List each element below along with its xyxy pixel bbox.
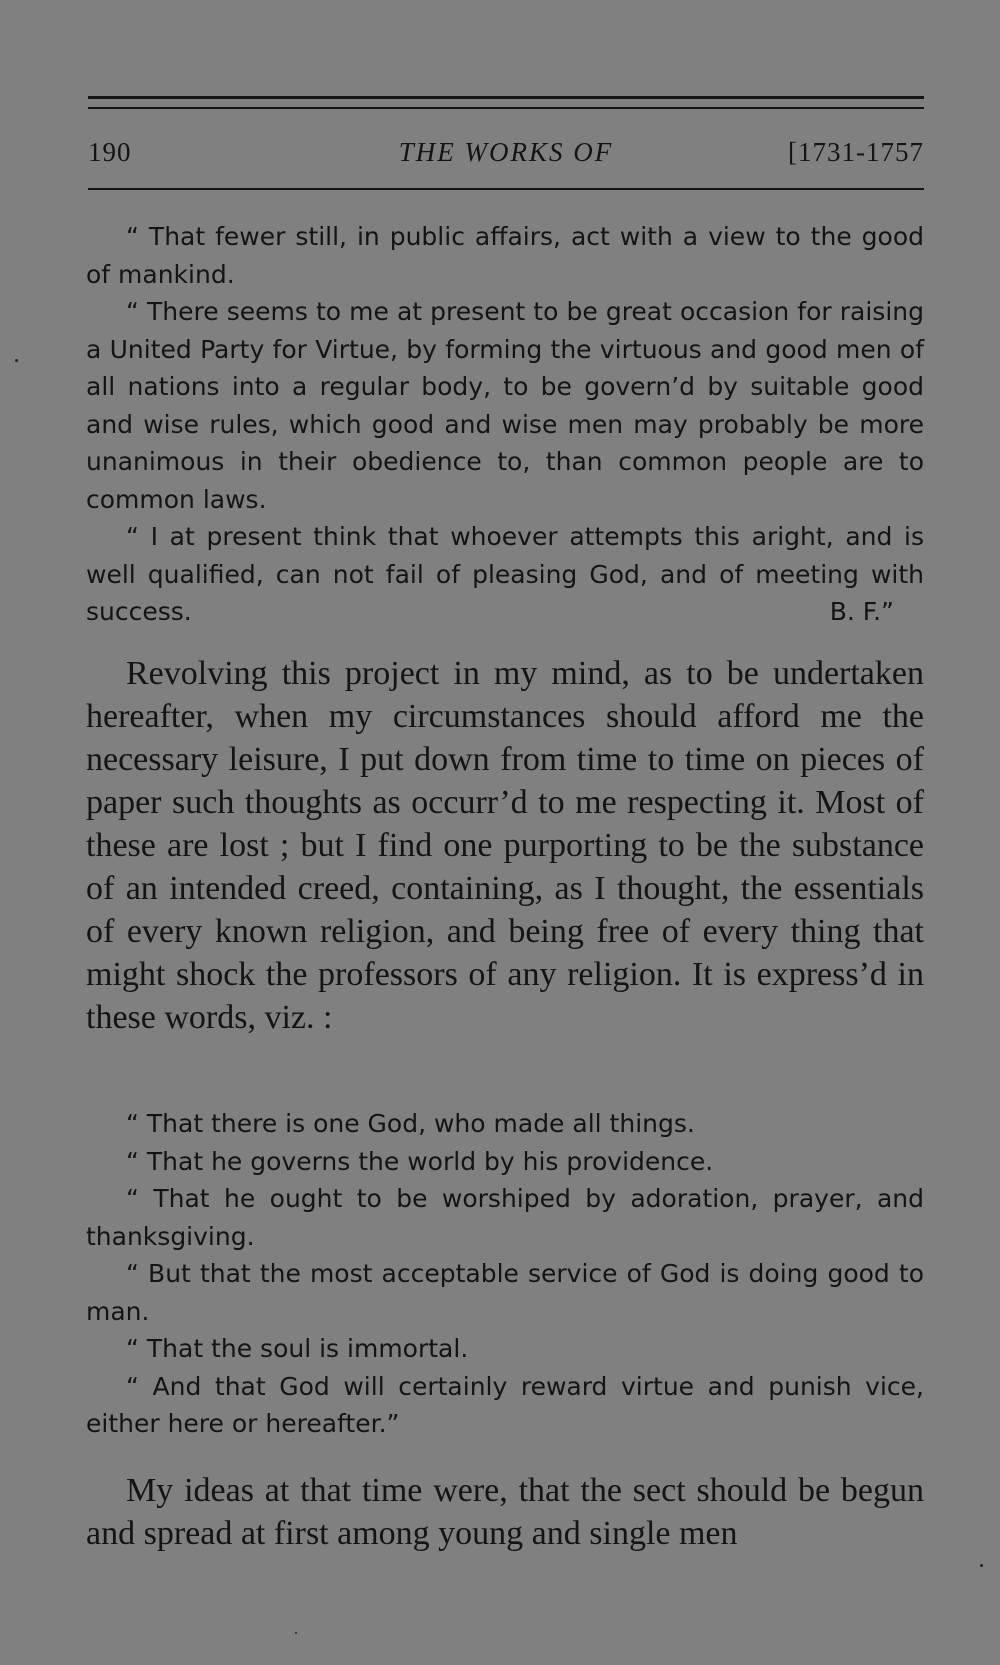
quote-paragraph [86,518,924,631]
creed-item: “ That the soul is immortal. [126,1334,469,1363]
date-range: [1731-1757 [788,137,924,167]
signature: B. F.” [829,597,894,626]
body-paragraph [86,652,924,1039]
creed-item: “ But that the most acceptable service of God is doing good to man. [86,1259,924,1326]
running-title: THE WORKS OF [398,137,614,167]
creed-item: “ That he ought to be worshiped by adoration, prayer, and thanksgiving. [86,1184,924,1251]
quote-paragraph: “ There seems to me at present to be great occasion for raising a United Party for Virtue, by forming the virtuous and good men of all nations into a regular body, to be govern’d by suitable good and wise rules, which good and wise men may probably be more unanimous in their obedience to, than common people are to common laws. [86,297,924,514]
print-speck [295,1632,297,1634]
quoted-letter [86,218,924,631]
quote-paragraph: “ That fewer still, in public affairs, act with a view to the good of mankind. [86,222,924,289]
quote-paragraph-text: “ I at present think that whoever attempts this aright, and is well qualified, can not fail of pleasing God, and of meeting with success. [86,522,924,626]
print-speck [15,359,18,362]
creed-item: “ And that God will certainly reward virtue and punish vice, either here or hereafter.” [86,1371,924,1438]
body-paragraph-text: Revolving this project in my mind, as to be undertaken hereafter, when my circumstances should afford me the necessary leisure, I put down from time to time on pieces of paper such thoughts as occurr’d to me respecting it. Most of these are lost ; but I find one purporting to be the substance of an intended creed, containing, as I thought, the essentials of every known religion, and being free of every thing that might shock the professors of any religion. It is express’d in these words, viz. : [86,655,924,1036]
body-paragraph [86,1469,924,1555]
print-speck [980,1564,983,1567]
top-double-rule-lower [88,107,924,109]
body-paragraph-text: My ideas at that time were, that the sect should be begun and spread at first among young and single men [86,1472,924,1552]
creed-item: “ That there is one God, who made all things. [126,1109,695,1138]
header-underline [88,188,924,190]
creed-item: “ That he governs the world by his providence. [126,1146,714,1176]
quoted-creed [86,1105,924,1443]
page-number: 190 [88,137,132,167]
running-head [88,132,924,172]
top-double-rule-upper [88,96,924,99]
